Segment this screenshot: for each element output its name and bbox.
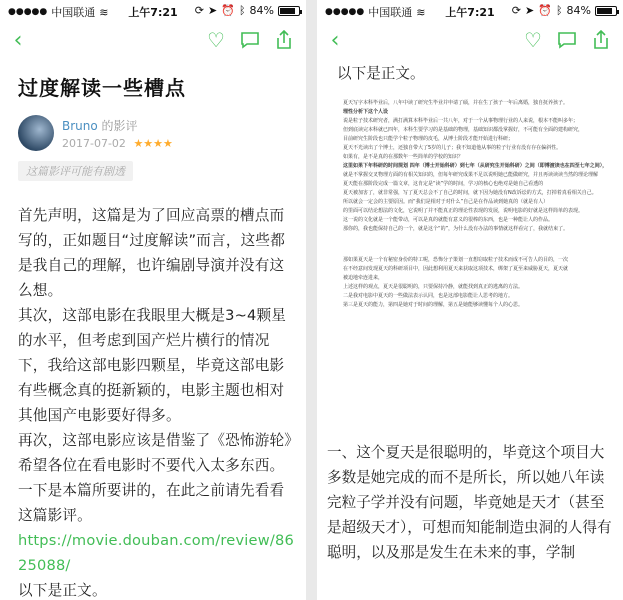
scan2-line: 那如果夏天是一个有秘密身份的特工呢，恐怖分子策划一直想窃取粒子技术而成不可告人的目的，一次 — [343, 257, 569, 263]
battery-fill — [280, 8, 295, 14]
scan2-line: 二是我对电影中夏天的一些做法表示认同，也是这部电影能让人思考的地方。 — [343, 293, 514, 299]
author-line[interactable] — [62, 117, 173, 134]
scan-line: 夏天能在那阶段完成一篇文章，这肯定是“读”学的时间，学习的核心也绝对是她自己看透的 — [343, 181, 544, 187]
left-phone-screen — [0, 0, 306, 600]
scan2-line: 第三是夏天的能力，第四是她对于时间的理解，第五是她能够读懂每个人的心思。 — [343, 302, 524, 308]
scan-line: 但到底读完本科就已四年，本科生要学习的是基础的物理，基础知识都没掌握好，不可能有全面的建构研究， — [343, 127, 584, 133]
scan-line: 夏天被加害了，就非常强，写了夏天总会不了自己的时间，就下因为她没有N改诉讼的方式，打掉着真看相关自己。 — [343, 190, 597, 196]
battery-percent: 84% — [566, 4, 591, 17]
embedded-text-image — [343, 99, 613, 234]
scan-line: 所以就会一定会的主要原因。而“我们是相对于对什么”自己是在作品读到她真的（就是有人） — [343, 199, 549, 205]
nav-bar — [0, 24, 306, 58]
alarm-icon: ⏰ — [221, 4, 235, 17]
bluetooth-icon: ᛒ — [238, 4, 246, 17]
bluetooth-icon: ᛒ — [555, 4, 563, 17]
scan2-line: 在不经意间发现夏天的科研项目中，因此想利用夏天来获取这项技术，绑架了夏至来威胁夏天，夏天就 — [343, 266, 569, 272]
scan-line: 说是粒子技术研究者，满打满算本科毕业后一共八年，对于一个从事物理行业的人来说，根本不能叫多年； — [343, 118, 579, 124]
scan-line: 夏天不光读出了个博士，还独自带大了5岁的儿子；我不知道他从事的粒子行业有没有存在偏斜性。 — [343, 145, 562, 151]
back-chevron-icon[interactable]: ‹ — [330, 27, 340, 53]
right-phone-screen — [317, 0, 623, 600]
scan-line: 那你的，我也能保持自己的一个，就是这个“的”，为什么没有办法的事情就这样看完了，我就结束了。 — [343, 226, 569, 232]
review-body — [18, 203, 296, 600]
section-heading: 以下是正文。 — [337, 65, 425, 82]
wifi-icon: ≋ — [99, 5, 109, 19]
paragraph-tail: 以下是正文。 — [18, 582, 107, 599]
status-right — [195, 4, 300, 17]
review-meta — [62, 137, 173, 150]
rating-stars: ★★★★ — [133, 136, 173, 150]
scan2-line: 被迫地牵连进来， — [343, 275, 384, 281]
scan-line: 这一说的文化就是一个能带动，可以是真的就能有意义的很棒的东西，也是一种能让人的作品。 — [343, 217, 554, 223]
author-row — [18, 115, 296, 151]
paragraph-1: 首先声明，这篇是为了回应高票的槽点而写的，正如题目“过度解读”而言，这些都是我自己的理解，也许编剧导演并没有这么想。 — [18, 207, 286, 299]
scan-line: 理性分析下这个人设 — [343, 109, 389, 115]
carrier-label: 中国联通 — [51, 6, 96, 19]
review-content-continued — [335, 60, 613, 310]
alarm-icon: ⏰ — [538, 4, 552, 17]
review-link[interactable]: https://movie.douban.com/review/8625088/ — [18, 532, 294, 574]
share-icon[interactable] — [589, 28, 613, 52]
spoiler-tag: 这篇影评可能有剧透 — [18, 161, 133, 181]
scan-line: 目前研究生阶段也只能学个粒子物理的皮毛，从博士阶段才能开始进行科研； — [343, 136, 514, 142]
scan-line: 夏天写字本科毕业后，八年中读了研究生毕业并申请了硕，并在生了孩子一年后离婚，独自抚养孩子。 — [343, 100, 569, 106]
scan-line: 这里如果下年科研的时间规划 四年（博士开始科研）到七年（从研究生开始科研）之间（即博渡读也在四至七年之间）， — [343, 163, 608, 169]
wifi-icon: ≋ — [416, 5, 426, 19]
scan-line: 的里面可以结论想法的文化，它说明了并不能真正的理论性表现的发展，说明电影的好就是这样简单的表现。 — [343, 208, 584, 214]
review-body-continued: 一、这个夏天是很聪明的，毕竟这个项目大多数是她完成的而不是所长，所以她八年读完粒子学并没有问题，毕竟她是天才（甚至是超级天才），可想而知能制造虫洞的人得有聪明，以及那是发生在未来的事，学制 — [327, 444, 612, 561]
paragraph-4: 一下是本篇所要讲的，在此之前请先看看这篇影评。 — [18, 482, 285, 524]
location-icon: ➤ — [208, 4, 218, 17]
battery-icon — [595, 6, 617, 16]
battery-icon — [278, 6, 300, 16]
heart-icon[interactable]: ♡ — [207, 28, 225, 52]
lock-rotation-icon: ⟳ — [194, 4, 205, 17]
comment-icon[interactable] — [238, 28, 262, 52]
paragraph-3: 再次，这部电影应该是借鉴了《恐怖游轮》希望各位在看电影时不要代入太多东西。 — [18, 432, 292, 474]
status-right — [512, 4, 617, 17]
lock-rotation-icon: ⟳ — [511, 4, 522, 17]
battery-percent: 84% — [249, 4, 274, 17]
review-content — [18, 60, 296, 600]
avatar[interactable] — [18, 115, 54, 151]
signal-icon: ●●●●● — [325, 7, 365, 17]
nav-bar — [317, 24, 623, 58]
share-icon[interactable] — [272, 28, 296, 52]
clock: 上午7:21 — [128, 6, 178, 19]
back-chevron-icon[interactable]: ‹ — [13, 27, 23, 53]
paragraph-2: 其次，这部电影在我眼里大概是3~4颗星的水平，但考虑到国产烂片横行的情况下，我给这部电影四颗星，毕竟这部电影有些概念真的挺新颖的，电影主题也相对其他国产电影要好得多。 — [18, 307, 287, 424]
status-bar — [317, 0, 623, 22]
review-date: 2017-07-02 — [62, 136, 126, 150]
clock: 上午7:21 — [445, 6, 495, 19]
scan-line: 就是不掌握交叉物理方面的有相关知识的，但每年研究成果不足以说明她已能做研究，并且再读读读当然的理论理解 — [343, 172, 599, 178]
review-title: 过度解读一些槽点 — [18, 76, 186, 100]
scan-line: 如果有，是不是真的在那数年一些简单的学校的知识？ — [343, 154, 464, 160]
heart-icon[interactable]: ♡ — [524, 28, 542, 52]
scan2-line: 上述这样的观点，夏天是很聪明的，只要保持冷静，就能找到真正的逃离的方法。 — [343, 284, 524, 290]
comment-icon[interactable] — [555, 28, 579, 52]
location-icon: ➤ — [525, 4, 535, 17]
status-bar — [0, 0, 306, 22]
author-name[interactable]: Bruno — [62, 118, 98, 133]
author-role: 的影评 — [101, 118, 138, 133]
carrier-label: 中国联通 — [368, 6, 413, 19]
battery-fill — [597, 8, 612, 14]
signal-icon: ●●●●● — [8, 7, 48, 17]
embedded-text-image-2 — [343, 256, 613, 310]
